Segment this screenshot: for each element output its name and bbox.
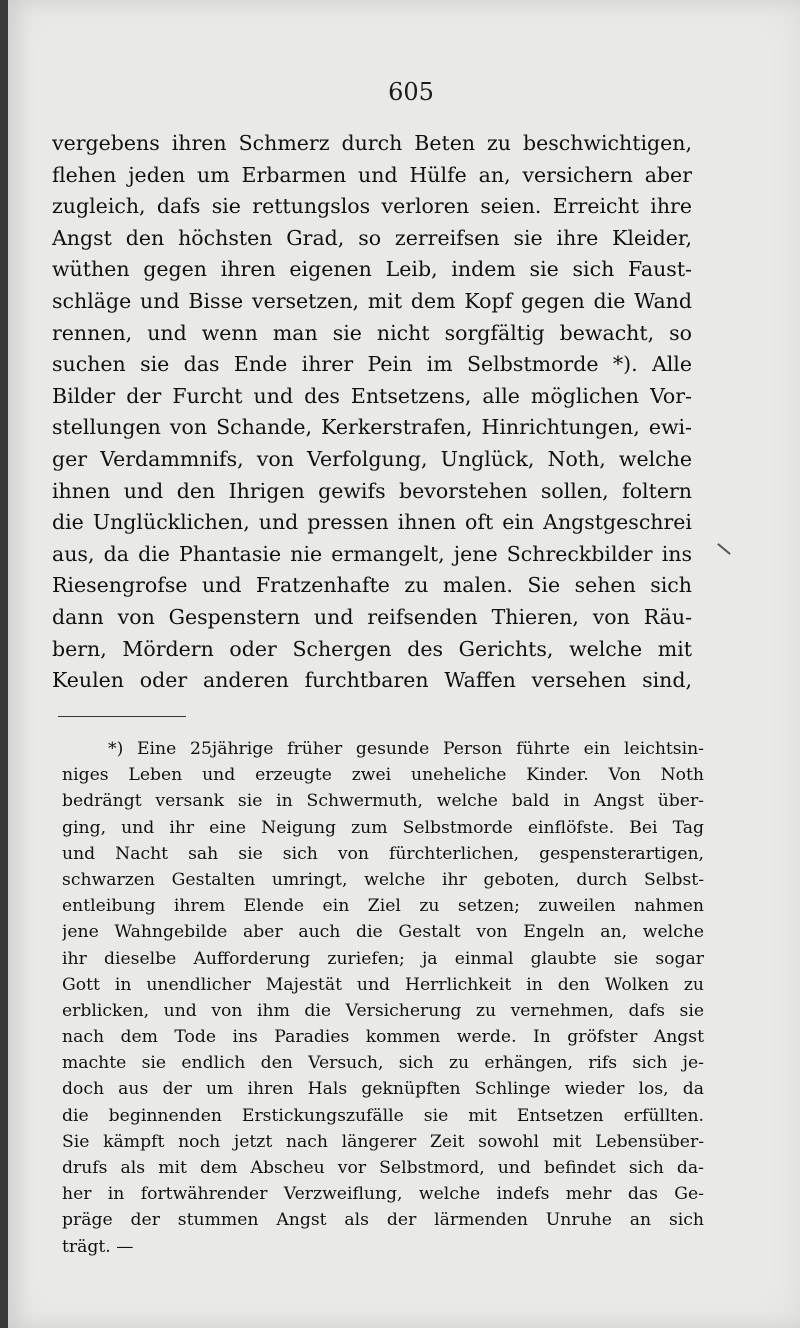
footnote-line: erblicken, und von ihm die Versicherung zu vernehmen, dafs sie (62, 1000, 704, 1021)
main-text-line: dann von Gespenstern und reifsenden Thieren, von Räu- (52, 604, 692, 629)
main-text-line: zugleich, dafs sie rettungslos verloren seien. Erreicht ihre (52, 194, 692, 219)
footnote-block (62, 736, 704, 1260)
footnote-line: bedrängt versank sie in Schwermuth, welche bald in Angst über- (62, 791, 704, 812)
main-text-line: Angst den höchsten Grad, so zerreifsen sie ihre Kleider, (52, 225, 692, 250)
main-text-line: Riesengrofse und Fratzenhafte zu malen. Sie sehen sich (52, 573, 692, 598)
footnote-line: drufs als mit dem Abscheu vor Selbstmord, und befindet sich da- (62, 1158, 704, 1178)
page-number: 605 (388, 78, 434, 106)
footnote-line: trägt. — (62, 1236, 134, 1257)
main-text-line: ihnen und den Ihrigen gewifs bevorstehen sollen, foltern (52, 478, 692, 503)
footnote-line: ging, und ihr eine Neigung zum Selbstmorde einflöfste. Bei Tag (62, 817, 704, 838)
main-text-line: die Unglücklichen, und pressen ihnen oft ein Angstgeschrei (52, 510, 692, 535)
footnote-line: ihr dieselbe Aufforderung zuriefen; ja einmal glaubte sie sogar (62, 948, 704, 969)
main-text-line: wüthen gegen ihren eigenen Leib, indem sie sich Faust- (52, 257, 692, 282)
footnote-line: Sie kämpft noch jetzt nach längerer Zeit sowohl mit Lebensüber- (62, 1131, 704, 1152)
main-text-line: stellungen von Schande, Kerkerstrafen, Hinrichtungen, ewi- (52, 415, 692, 440)
main-text-line: vergebens ihren Schmerz durch Beten zu beschwichtigen, (52, 131, 692, 155)
main-text-line: ger Verdammnifs, von Verfolgung, Unglück, Noth, welche (52, 446, 692, 471)
footnote-line: her in fortwährender Verzweiflung, welche indefs mehr das Ge- (62, 1184, 704, 1205)
book-page (8, 0, 800, 1328)
footnote-line: doch aus der um ihren Hals geknüpften Schlinge wieder los, da (62, 1079, 704, 1100)
footnote-line: und Nacht sah sie sich von fürchterlichen, gespensterartigen, (62, 843, 704, 864)
main-text-line: suchen sie das Ende ihrer Pein im Selbstmorde *). Alle (52, 352, 692, 377)
footnote-line: Gott in unendlicher Majestät und Herrlichkeit in den Wolken zu (62, 974, 704, 995)
main-text-line: aus, da die Phantasie nie ermangelt, jene Schreckbilder ins (52, 541, 692, 566)
footnote-separator (58, 716, 186, 717)
footnote-line: nach dem Tode ins Paradies kommen werde. In gröfster Angst (62, 1027, 704, 1048)
footnote-line: jene Wahngebilde aber auch die Gestalt von Engeln an, welche (62, 922, 704, 943)
footnote-line: niges Leben und erzeugte zwei uneheliche Kinder. Von Noth (62, 765, 704, 786)
main-text-line: bern, Mördern oder Schergen des Gerichts, welche mit (52, 636, 692, 661)
main-text-block (52, 128, 692, 697)
stray-ink-mark (717, 543, 731, 555)
footnote-line: präge der stummen Angst als der lärmenden Unruhe an sich (62, 1210, 704, 1231)
footnote-line: machte sie endlich den Versuch, sich zu erhängen, rifs sich je- (62, 1053, 704, 1074)
footnote-line: schwarzen Gestalten umringt, welche ihr geboten, durch Selbst- (62, 869, 704, 890)
main-text-line: schläge und Bisse versetzen, mit dem Kopf gegen die Wand (52, 288, 692, 313)
footnote-line: entleibung ihrem Elende ein Ziel zu setzen; zuweilen nahmen (62, 896, 704, 917)
footnote-line: die beginnenden Erstickungszufälle sie mit Entsetzen erfüllten. (62, 1105, 704, 1126)
footnote-line: *) Eine 25jährige früher gesunde Person führte ein leichtsin- (108, 739, 704, 759)
main-text-line: rennen, und wenn man sie nicht sorgfältig bewacht, so (52, 320, 692, 345)
main-text-line: Bilder der Furcht und des Entsetzens, alle möglichen Vor- (52, 383, 692, 408)
main-text-line: Keulen oder anderen furchtbaren Waffen versehen sind, (52, 668, 692, 693)
main-text-line: flehen jeden um Erbarmen und Hülfe an, versichern aber (52, 162, 692, 187)
